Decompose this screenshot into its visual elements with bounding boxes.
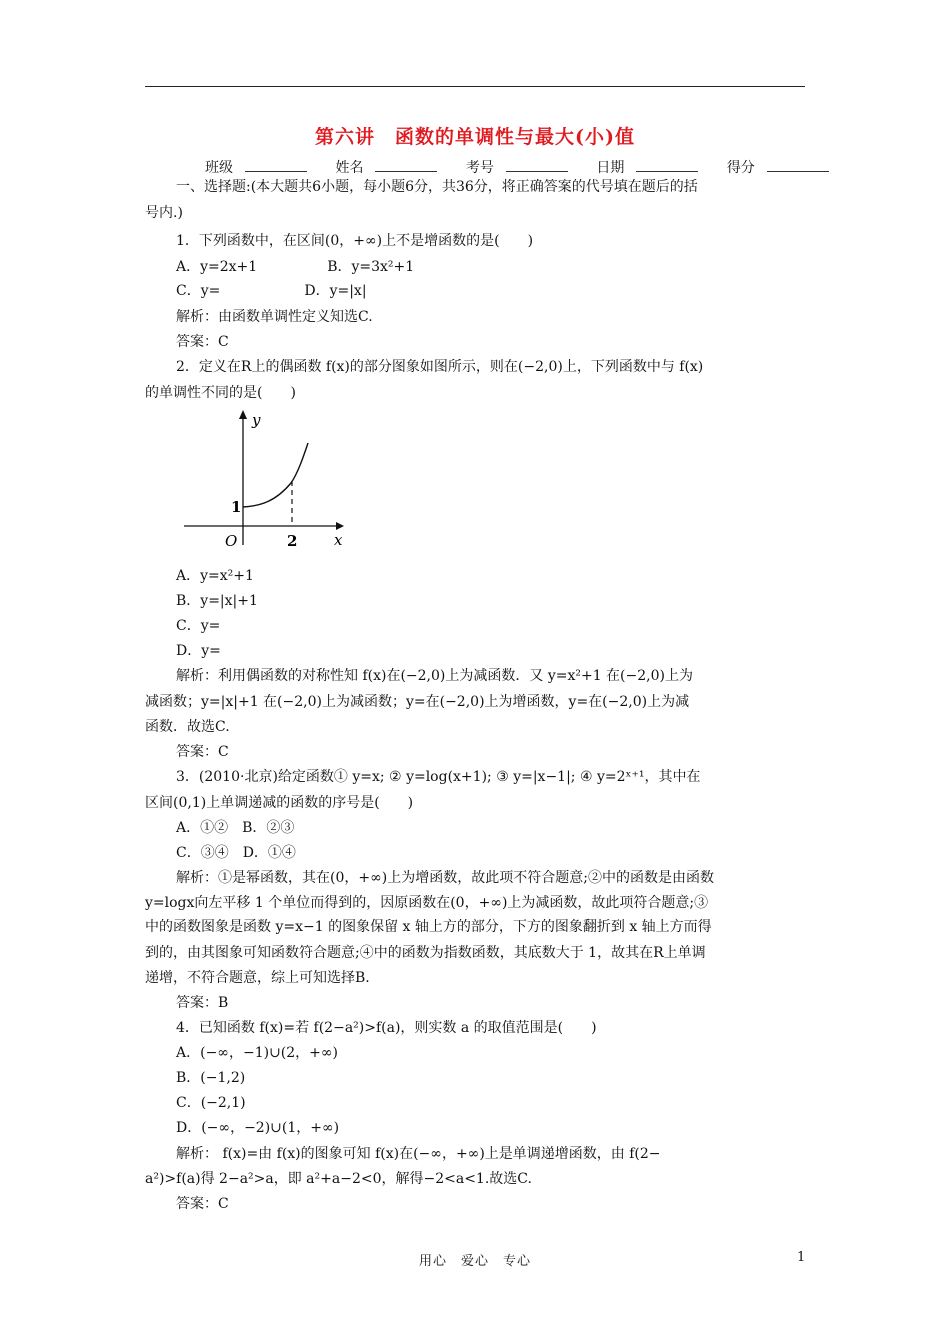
field-score: 得分 <box>727 157 841 177</box>
text-line: a²)>f(a)得 2−a²>a，即 a²+a−2<0，解得−2<a<1.故选C. <box>145 1171 532 1187</box>
x-tick-label: 2 <box>287 532 298 550</box>
text-line: 的单调性不同的是( ) <box>145 385 296 401</box>
text-line: 中的函数图象是函数 y=x−1 的图象保留 x 轴上方的部分，下方的图象翻折到 x 轴上方而得 <box>145 919 712 935</box>
text-line: y=logx向左平移 1 个单位而得到的，因原函数在(0，+∞)上为减函数，故此项符合题意;③ <box>145 895 709 911</box>
text-line: B．(−1,2) <box>176 1070 246 1086</box>
text-line: D．y= <box>176 643 221 659</box>
text-line: A．(−∞，−1)∪(2，+∞) <box>176 1045 339 1061</box>
text-line: 2．定义在R上的偶函数 f(x)的部分图象如图所示，则在(−2,0)上，下列函数中与 f(x) <box>176 359 704 375</box>
text-line: 答案：C <box>176 744 229 760</box>
text-line: C．③④ D．①④ <box>176 845 296 861</box>
y-axis-arrow <box>239 410 247 419</box>
text-line: 解析： f(x)=由 f(x)的图象可知 f(x)在(−∞，+∞)上是单调递增函数，由 f(2− <box>176 1146 661 1162</box>
field-name: 姓名 <box>335 157 449 177</box>
text-line: C．(−2,1) <box>176 1095 246 1111</box>
field-exam-number: 考号 <box>466 157 580 177</box>
y-axis-label: y <box>252 411 261 429</box>
text-line: C．y= D．y=|x| <box>176 283 367 299</box>
text-line: 号内.) <box>145 205 183 221</box>
page-number: 1 <box>797 1250 806 1265</box>
field-name-blank[interactable] <box>375 159 437 172</box>
text-line: A．①② B．②③ <box>176 820 295 836</box>
text-line: 3．(2010·北京)给定函数① y=x; ② y=log(x+1); ③ y=|x−1|; ④ y=2ˣ⁺¹，其中在 <box>176 769 701 785</box>
field-date-blank[interactable] <box>636 159 698 172</box>
text-line: 到的，由其图象可知函数符合题意;④中的函数为指数函数，其底数大于 1，故其在R上单调 <box>145 945 706 961</box>
header-rule <box>145 86 805 87</box>
text-line: 1．下列函数中，在区间(0，+∞)上不是增函数的是( ) <box>176 233 534 249</box>
y-tick-label: 1 <box>231 498 242 516</box>
text-line: 解析：由函数单调性定义知选C. <box>176 309 373 325</box>
text-line: C．y= <box>176 618 221 634</box>
text-line: 解析：①是幂函数，其在(0，+∞)上为增函数，故此项不符合题意;②中的函数是由函数 <box>176 870 714 886</box>
text-line: B．y=|x|+1 <box>176 593 258 609</box>
text-line: A．y=x²+1 <box>176 568 254 584</box>
text-line: 区间(0,1)上单调递减的函数的序号是( ) <box>145 795 414 811</box>
field-class: 班级 <box>205 157 319 177</box>
text-line: A．y=2x+1 B．y=3x²+1 <box>176 259 415 275</box>
curve <box>243 443 308 507</box>
student-info-fields <box>205 157 853 177</box>
origin-label: O <box>225 532 238 550</box>
function-graph <box>176 405 356 555</box>
x-axis-arrow <box>336 522 344 530</box>
page-title: 第六讲 函数的单调性与最大(小)值 <box>315 126 635 148</box>
field-exam-number-blank[interactable] <box>506 159 568 172</box>
field-score-blank[interactable] <box>767 159 829 172</box>
text-line: 减函数；y=|x|+1 在(−2,0)上为减函数；y=在(−2,0)上为增函数，y=在(−2,0)上为减 <box>145 694 690 710</box>
text-line: 函数．故选C. <box>145 719 230 735</box>
field-class-blank[interactable] <box>245 159 307 172</box>
text-line: 答案：B <box>176 995 229 1011</box>
text-line: 答案：C <box>176 1196 229 1212</box>
text-line: 答案：C <box>176 334 229 350</box>
footer-slogan: 用心 爱心 专心 <box>418 1254 531 1269</box>
x-axis-label: x <box>334 531 343 549</box>
field-date: 日期 <box>596 157 710 177</box>
text-line: 解析：利用偶函数的对称性知 f(x)在(−2,0)上为减函数．又 y=x²+1 在(−2,0)上为 <box>176 668 693 684</box>
text-line: 递增，不符合题意，综上可知选择B. <box>145 970 370 986</box>
text-line: D．(−∞，−2)∪(1，+∞) <box>176 1120 340 1136</box>
text-line: 4．已知函数 f(x)=若 f(2−a²)>f(a)，则实数 a 的取值范围是( ) <box>176 1020 597 1036</box>
text-line: 一、选择题:(本大题共6小题，每小题6分，共36分，将正确答案的代号填在题后的括 <box>176 179 698 195</box>
